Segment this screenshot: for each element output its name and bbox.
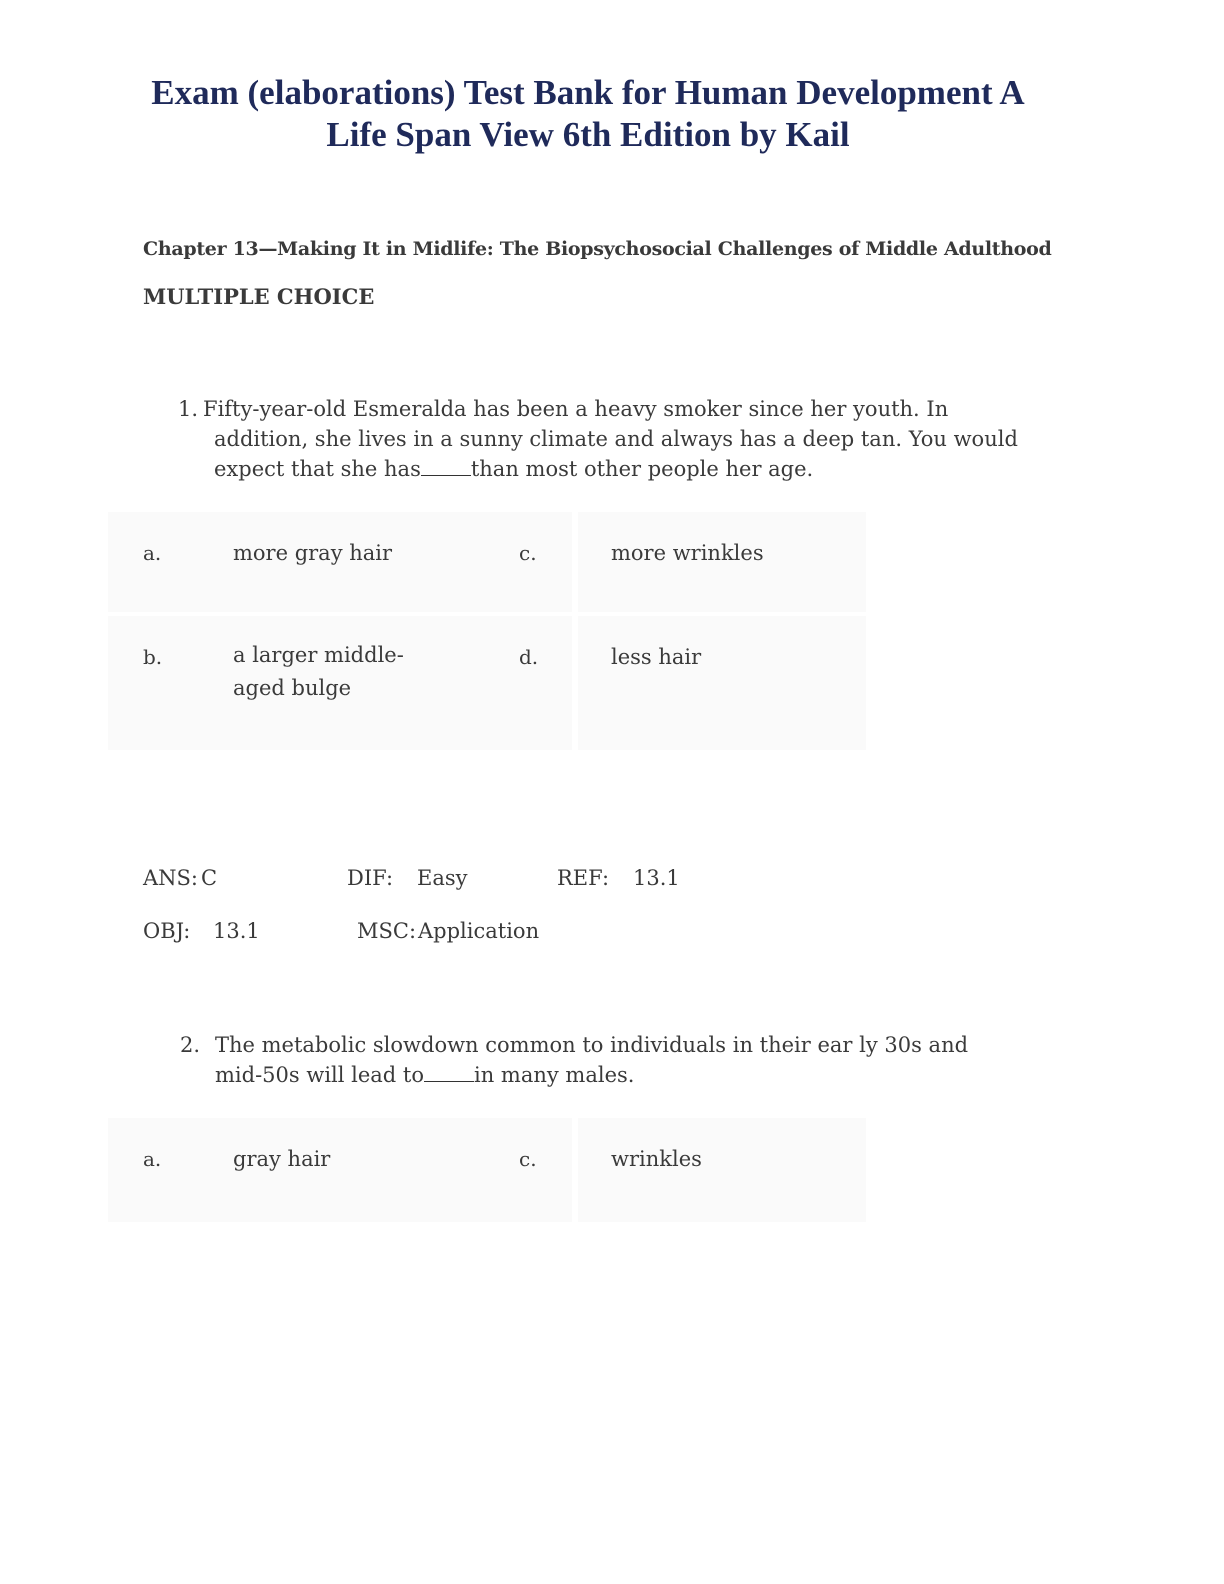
title-line-2: Life Span View 6th Edition by Kail bbox=[326, 115, 850, 154]
objective-value: 13.1 bbox=[213, 919, 260, 943]
difficulty-label: DIF: bbox=[347, 866, 394, 890]
title-line-1: Exam (elaborations) Test Bank for Human Development A bbox=[151, 73, 1025, 112]
question-1 bbox=[178, 394, 1078, 486]
question-text-line: mid-50s will lead to in many males. bbox=[215, 1063, 635, 1087]
option-cell bbox=[108, 1118, 572, 1222]
question-text-line: Fifty-year-old Esmeralda has been a heavy smoker since her youth. In bbox=[203, 397, 949, 421]
question-text-line: The metabolic slowdown common to individuals in their ear ly 30s and bbox=[215, 1033, 969, 1057]
question-number: 2. bbox=[180, 1033, 201, 1057]
option-text: less hair bbox=[611, 645, 702, 669]
msc-value: Application bbox=[418, 919, 540, 943]
option-text: more wrinkles bbox=[611, 541, 764, 565]
question-2 bbox=[180, 1030, 1080, 1092]
answer-blank bbox=[424, 1080, 474, 1082]
section-heading: MULTIPLE CHOICE bbox=[143, 284, 375, 309]
option-letter: a. bbox=[143, 541, 162, 565]
answer-value: C bbox=[201, 866, 218, 890]
question-number: 1. bbox=[178, 397, 199, 421]
option-letter: a. bbox=[143, 1147, 162, 1171]
option-text: a larger middle- bbox=[233, 643, 404, 667]
answer-label: ANS: bbox=[143, 866, 199, 890]
chapter-heading: Chapter 13—Making It in Midlife: The Biopsychosocial Challenges of Middle Adulthood bbox=[143, 238, 1052, 260]
objective-label: OBJ: bbox=[143, 919, 191, 943]
option-letter: d. bbox=[519, 645, 539, 669]
document-title bbox=[80, 72, 1096, 156]
question-text-line: expect that she has than most other people her age. bbox=[214, 457, 814, 481]
option-text: aged bulge bbox=[233, 676, 352, 700]
option-letter: c. bbox=[519, 1147, 537, 1171]
reference-value: 13.1 bbox=[633, 866, 680, 890]
option-text: wrinkles bbox=[611, 1147, 702, 1171]
option-letter: b. bbox=[143, 645, 163, 669]
reference-label: REF: bbox=[557, 866, 610, 890]
question-text-line: addition, she lives in a sunny climate and always has a deep tan. You would bbox=[214, 427, 1018, 451]
option-letter: c. bbox=[519, 541, 537, 565]
option-text: gray hair bbox=[233, 1147, 331, 1171]
answer-blank bbox=[421, 474, 471, 476]
difficulty-value: Easy bbox=[417, 866, 468, 890]
msc-label: MSC: bbox=[357, 919, 417, 943]
option-text: more gray hair bbox=[233, 541, 393, 565]
option-cell bbox=[578, 616, 866, 750]
